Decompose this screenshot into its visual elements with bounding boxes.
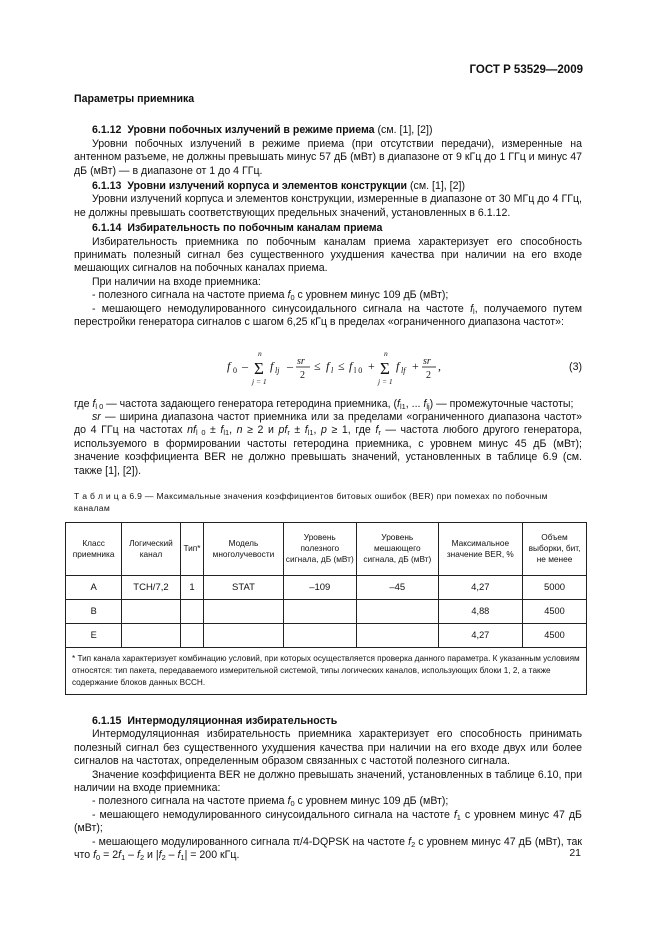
clause-6-1-12-heading [74, 124, 582, 137]
clause-number: 6.1.12 [92, 124, 122, 137]
svg-text:f: f [396, 358, 400, 373]
svg-text:Σ: Σ [254, 358, 264, 378]
table-cell [122, 599, 180, 623]
clause-6-1-14-p1: Избирательность приемника по побочным каналам приема характеризует его способность принимать полезный сигнал без существенного ухудшения качества при наличии на его входе мешающих сигналов на побочных каналах приема. [74, 235, 582, 275]
table-cell [283, 599, 356, 623]
table-cell: –45 [356, 575, 438, 599]
table-cell: 4500 [523, 599, 587, 623]
table-note: * Тип канала характеризует комбинацию условий, при которых осуществляется проверка данного параметра. К указанным условиям относятся: тип пакета, передаваемого измерительной системой, типы логических каналов, использующих блоки 1, 2, а также содержание блоков данных BCCH. [66, 647, 587, 694]
col-header: Логический канал [122, 522, 180, 575]
svg-text:f: f [326, 358, 330, 373]
table-cell [356, 623, 438, 647]
where-line-2: sr — ширина диапазона частот приемника или за пределами «ограниченного диапазона частот» до 4 ГГц на частотах $nf_{l 0} \pm f_{l1}$, n ≥ 2 и $pf_r \pm f_{l1}$, p ≥ 1, где $f_r$ — частота любого другого генератора, используемого в формировании частоты гетеродина приемника, с уровнем минус 45 дБ (мВт); значение коэффициента BER не должно превышать значений, установленных в таблице 6.9 (см. также [1], [2]). [74, 410, 583, 477]
clause-6-1-13-body: Уровни излучений корпуса и элементов конструкции, измеренные в диапазоне от 30 МГц до 4 ГГц, не должны превышать соответствующих предельных значений, установленных в 6.1.12. [74, 193, 582, 219]
svg-text:j = 1: j = 1 [252, 376, 267, 386]
svg-text:l: l [331, 365, 334, 375]
clause-6-1-14-p2: При наличии на входе приемника: [92, 275, 261, 288]
table-cell: 4,88 [438, 599, 522, 623]
table-cell: A [66, 575, 122, 599]
svg-text:n: n [384, 348, 388, 358]
svg-text:,: , [438, 358, 441, 373]
table-cell: STAT [204, 575, 283, 599]
clause-number: 6.1.15 [92, 714, 122, 727]
col-header: Максимальное значение BER, % [438, 522, 522, 575]
list-item: - полезного сигнала на частоте приема $f_0$ с уровнем минус 109 дБ (мВт); [92, 795, 449, 809]
col-header: Уровень мешающего сигнала, дБ (мВт) [356, 522, 438, 575]
list-item: - полезного сигнала на частоте приема $f_0$ с уровнем минус 109 дБ (мВт); [92, 289, 449, 303]
col-header: Уровень полезного сигнала, дБ (мВт) [283, 522, 356, 575]
clause-6-1-15-p1: Интермодуляционная избирательность приемника характеризует его способность принимать полезный сигнал без существенного ухудшения качества при наличии на его входе двух или более сигналов на частотах, определенным образом связанных с частотой полезного сигнала. [74, 728, 582, 768]
clause-title: Уровни излучений корпуса и элементов конструкции [127, 180, 408, 193]
table-note-row [66, 647, 587, 694]
svg-text:–: – [242, 358, 248, 373]
table-cell [204, 599, 283, 623]
document-header: ГОСТ Р 53529—2009 [469, 64, 583, 76]
svg-text:≤: ≤ [338, 358, 345, 373]
svg-text:lf: lf [401, 365, 406, 375]
list-item: - мешающего немодулированного синусоидального сигнала на частоте $f_l$, получаемого путем перестройки генератора сигналов с шагом 6,25 кГц в пределах «ограниченного диапазона частот»: [74, 302, 582, 329]
clause-6-1-15-p2: Значение коэффициента BER не должно превышать значений, установленных в таблице 6.10, при наличии на входе приемника: [74, 768, 582, 794]
clause-6-1-15-heading [74, 715, 582, 728]
table-cell: –109 [283, 575, 356, 599]
clause-ref: (см. [1], [2]) [410, 180, 465, 193]
svg-text:sr: sr [297, 355, 305, 367]
clause-title: Уровни побочных излучений в режиме приема [127, 124, 375, 137]
svg-text:Σ: Σ [380, 358, 390, 378]
table-row [66, 623, 587, 647]
table-cell: 4,27 [438, 623, 522, 647]
formula-graphic [74, 344, 582, 388]
col-header: Тип* [180, 522, 204, 575]
col-header: Объем выборки, бит, не менее [523, 522, 587, 575]
svg-text:l 0: l 0 [354, 365, 363, 375]
table-cell [356, 599, 438, 623]
formula-number: (3) [569, 360, 582, 373]
table-caption: Т а б л и ц а 6.9 — Максимальные значения коэффициентов битовых ошибок (BER) при помехах по побочным каналам [74, 490, 548, 513]
svg-text:sr: sr [423, 355, 431, 367]
col-header: Класс приемника [66, 522, 122, 575]
svg-text:+: + [368, 358, 375, 373]
table-6-9 [65, 522, 587, 695]
table-cell: E [66, 623, 122, 647]
svg-text:0: 0 [233, 365, 237, 375]
svg-text:2: 2 [300, 369, 305, 381]
clause-number: 6.1.14 [92, 222, 122, 235]
clause-number: 6.1.13 [92, 180, 122, 193]
svg-text:≤: ≤ [314, 358, 321, 373]
page-number: 21 [569, 847, 581, 859]
col-header: Модель многолучевости [204, 522, 283, 575]
table-cell [122, 623, 180, 647]
svg-text:f: f [270, 358, 274, 373]
svg-text:n: n [258, 348, 262, 358]
list-item: - мешающего модулированного сигнала π/4-DQPSK на частоте $f_2$ с уровнем минус 47 дБ (мВт), так что $f_0 = 2f_1 - f_2$ и $|f_2 - f_1| = 200$ кГц. [74, 835, 582, 862]
table-cell: 4,27 [438, 575, 522, 599]
clause-ref: (см. [1], [2]) [377, 124, 433, 137]
table-cell: B [66, 599, 122, 623]
clause-6-1-13-heading [74, 180, 582, 193]
svg-text:2: 2 [426, 369, 431, 381]
table-cell [204, 623, 283, 647]
section-title: Параметры приемника [74, 93, 195, 105]
clause-title: Избирательность по побочным каналам приема [127, 222, 383, 235]
table-cell: TCH/7,2 [122, 575, 180, 599]
page-content [74, 93, 582, 862]
table-cell [283, 623, 356, 647]
svg-text:+: + [412, 358, 419, 373]
svg-text:f: f [227, 358, 231, 373]
table-cell [180, 623, 204, 647]
svg-text:j = 1: j = 1 [378, 376, 393, 386]
table-row [66, 575, 587, 599]
where-line-1: где $f_{l 0}$ — частота задающего генератора гетеродина приемника, ($f_{l1}$, ... $f_{lj}$) — промежуточные частоты; [74, 397, 574, 411]
svg-text:f: f [349, 358, 353, 373]
clause-6-1-14-heading [74, 222, 582, 235]
table-cell: 5000 [523, 575, 587, 599]
table-row [66, 599, 587, 623]
clause-title: Интермодуляционная избирательность [127, 714, 338, 727]
table-cell: 1 [180, 575, 204, 599]
svg-text:lj: lj [275, 365, 280, 375]
table-cell: 4500 [523, 623, 587, 647]
table-header-row [66, 522, 587, 575]
table-cell [180, 599, 204, 623]
formula-3 [74, 344, 582, 388]
svg-text:–: – [287, 358, 293, 373]
clause-6-1-12-body: Уровни побочных излучений в режиме приема (при отсутствии передачи), измеренные на антенном разъеме, не должны превышать минус 57 дБ (мВт) в диапазоне от 9 кГц до 1 ГГц и минус 47 дБ (мВт) — в диапазоне от 1 до 4 ГГц. [74, 137, 582, 177]
list-item: - мешающего немодулированного синусоидального сигнала на частоте $f_1$ с уровнем минус 47 дБ (мВт); [74, 808, 582, 835]
